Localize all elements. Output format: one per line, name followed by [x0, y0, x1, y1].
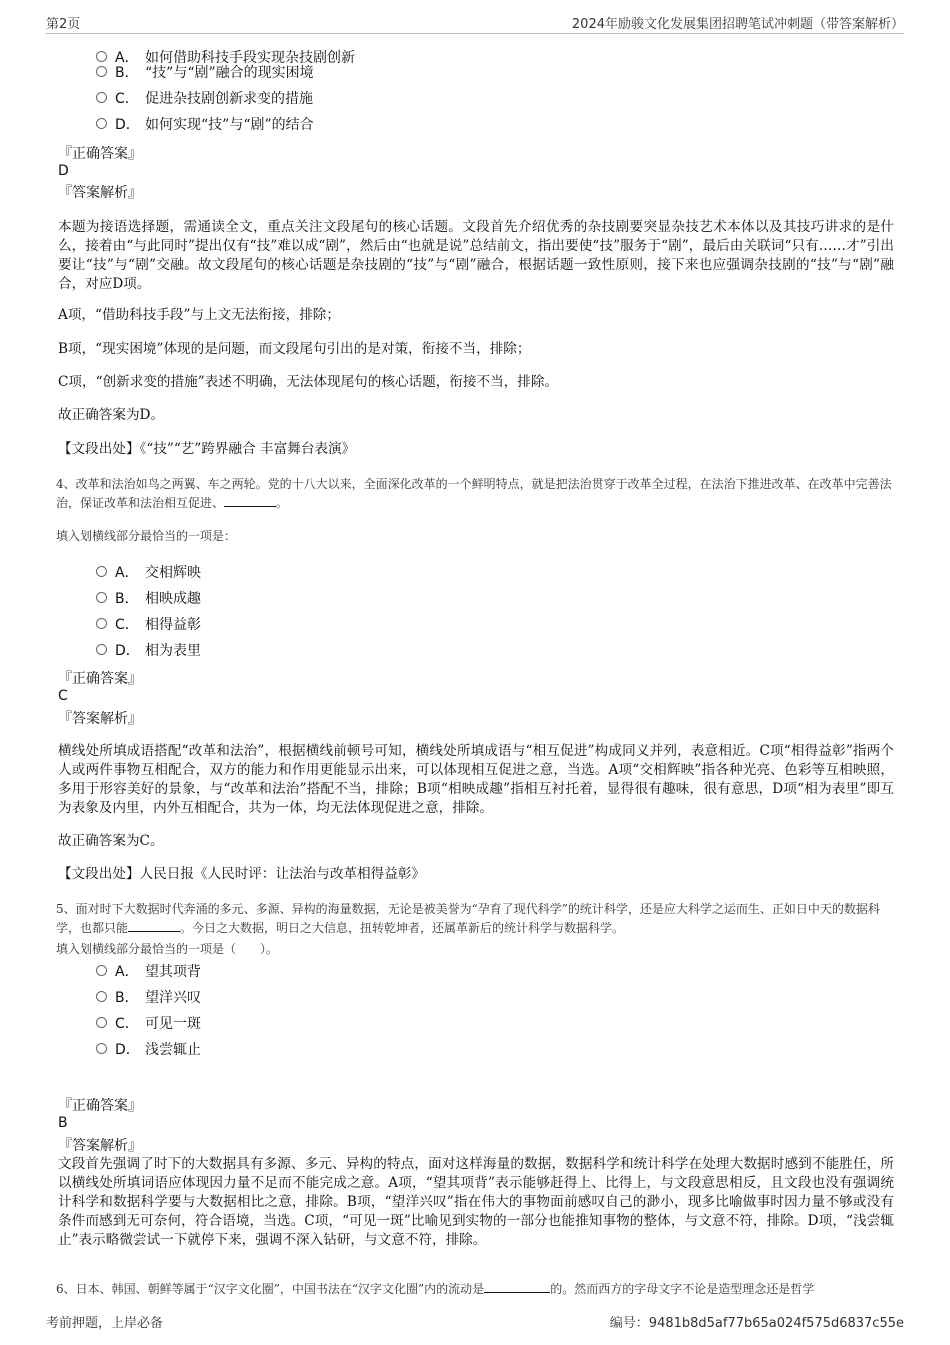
option-a[interactable]: A． 望其项背	[96, 962, 201, 982]
page-header	[46, 13, 904, 34]
option-d[interactable]: D． 浅尝辄止	[96, 1040, 201, 1060]
radio-icon[interactable]	[96, 618, 107, 629]
answer-value: C	[58, 688, 68, 704]
question-5-prompt: 填入划横线部分最恰当的一项是（ ）。	[56, 942, 279, 956]
radio-icon[interactable]	[96, 92, 107, 103]
radio-icon[interactable]	[96, 991, 107, 1002]
question-4-stem: 4、改革和法治如鸟之两翼、车之两轮。党的十八大以来，全面深化改革的一个鲜明特点，就是把法治贯穿于改革全过程，在法治下推进改革、在改革中完善法治，保证改革和法治相互促进、 。	[56, 477, 892, 510]
option-d[interactable]: D． 相为表里	[96, 641, 201, 661]
page-number: 第2页	[46, 17, 81, 32]
option-b[interactable]: B． 望洋兴叹	[96, 988, 201, 1008]
analysis-label: 『答案解析』	[58, 1138, 142, 1154]
radio-icon[interactable]	[96, 66, 107, 77]
option-c[interactable]: C． 相得益彰	[96, 615, 201, 635]
radio-icon[interactable]	[96, 1043, 107, 1054]
radio-icon[interactable]	[96, 592, 107, 603]
document-title: 2024年励骏文化发展集团招聘笔试冲刺题（带答案解析）	[571, 17, 904, 32]
question-5-stem: 5、面对时下大数据时代奔涌的多元、多源、异构的海量数据，无论是被美誉为“孕育了现代科学”的统计科学，还是应大科学之运而生、正如日中天的数据科学，也都只能 。今日之大数据，明日之大信息，扭转乾坤者，还属革新后的统计科学与数据科学。	[56, 902, 880, 935]
analysis-text: 本题为接语选择题，需通读全文，重点关注文段尾句的核心话题。文段首先介绍优秀的杂技剧要突显杂技艺术本体以及其技巧讲求的是什么，接着由“与此同时”提出仅有“技”难以成“剧”，然后由“也就是说”总结前文，指出要使“技”服务于“剧”，最后由关联词“只有……才”引出要让“技”与“剧”交融。故文段尾句的核心话题是杂技剧的“技”与“剧”融合，根据话题一致性原则，接下来也应强调杂技剧的“技”与“剧”融合，对应D项。	[58, 219, 894, 292]
answer-value: D	[58, 163, 69, 179]
option-c[interactable]: C． 可见一斑	[96, 1014, 201, 1034]
analysis-text: 文段首先强调了时下的大数据具有多源、多元、异构的特点，面对这样海量的数据，数据科学和统计科学在处理大数据时感到不能胜任，所以横线处所填词语应体现因力量不足而不能完成之意。A项，“望其项背”表示能够赶得上、比得上，与文段意思相反，且文段也没有强调统计科学和数据科学要与大数据相比之意，排除。B项，“望洋兴叹”指在伟大的事物面前感叹自己的渺小，现多比喻做事时因力量不够或没有条件而感到无可奈何，符合语境，当选。C项，“可见一斑”比喻见到实物的一部分也能推知事物的整体，与文意不符，排除。D项，“浅尝辄止”表示略微尝试一下就停下来，强调不深入钻研，与文意不符，排除。	[58, 1156, 894, 1248]
radio-icon[interactable]	[96, 965, 107, 976]
radio-icon[interactable]	[96, 644, 107, 655]
analysis-text: 横线处所填成语搭配“改革和法治”，根据横线前顿号可知，横线处所填成语与“相互促进”构成同义并列，表意相近。C项“相得益彰”指两个人或两件事物互相配合，双方的能力和作用更能显示出来，可以体现相互促进之意，当选。A项“交相辉映”指各种光亮、色彩等互相映照，多用于形容美好的景象，与“改革和法治”搭配不当，排除；B项“相映成趣”指相互衬托着，显得很有趣味，很有意思，D项“相为表里”即互为表象及内里，内外互相配合，共为一体，均无法体现促进之意，排除。	[58, 743, 894, 816]
answer-value: B	[58, 1115, 68, 1131]
option-c[interactable]: C． 促进杂技剧创新求变的措施	[96, 89, 313, 109]
radio-icon[interactable]	[96, 1017, 107, 1028]
answer-label: 『正确答案』	[58, 671, 142, 687]
radio-icon[interactable]	[96, 566, 107, 577]
analysis-note-c: C项，“创新求变的措施”表述不明确，无法体现尾句的核心话题，衔接不当，排除。	[58, 374, 559, 390]
footer-slogan: 考前押题，上岸必备	[46, 1316, 164, 1331]
source: 【文段出处】《“技”“艺”跨界融合 丰富舞台表演》	[58, 441, 356, 457]
answer-label: 『正确答案』	[58, 146, 142, 162]
analysis-note-a: A项，“借助科技手段”与上文无法衔接，排除；	[58, 307, 340, 323]
blank-line	[128, 931, 180, 932]
footer-id: 编号：9481b8d5af77b65a024f575d6837c55e	[609, 1316, 904, 1331]
blank-line	[484, 1292, 550, 1293]
option-b[interactable]: B． 相映成趣	[96, 589, 201, 609]
option-b[interactable]: B． “技”与“剧”融合的现实困境	[96, 63, 314, 83]
analysis-note-b: B项，“现实困境”体现的是问题，而文段尾句引出的是对策，衔接不当，排除；	[58, 341, 531, 357]
analysis-label: 『答案解析』	[58, 185, 142, 201]
option-d[interactable]: D． 如何实现“技”与“剧”的结合	[96, 115, 314, 135]
conclusion: 故正确答案为D。	[58, 407, 165, 423]
analysis-label: 『答案解析』	[58, 711, 142, 727]
radio-icon[interactable]	[96, 51, 107, 62]
source: 【文段出处】人民日报《人民时评：让法治与改革相得益彰》	[58, 866, 426, 882]
option-a[interactable]: A． 交相辉映	[96, 563, 201, 583]
radio-icon[interactable]	[96, 118, 107, 129]
blank-line	[224, 506, 276, 507]
answer-label: 『正确答案』	[58, 1098, 142, 1114]
question-6-stem: 6、日本、韩国、朝鲜等属于“汉字文化圈”，中国书法在“汉字文化圈”内的流动是 的。然而西方的字母文字不论是造型理念还是哲学	[56, 1282, 815, 1296]
conclusion: 故正确答案为C。	[58, 833, 164, 849]
option-a[interactable]: A． 如何借助科技手段实现杂技剧创新	[96, 48, 355, 68]
question-4-prompt: 填入划横线部分最恰当的一项是：	[56, 529, 237, 543]
